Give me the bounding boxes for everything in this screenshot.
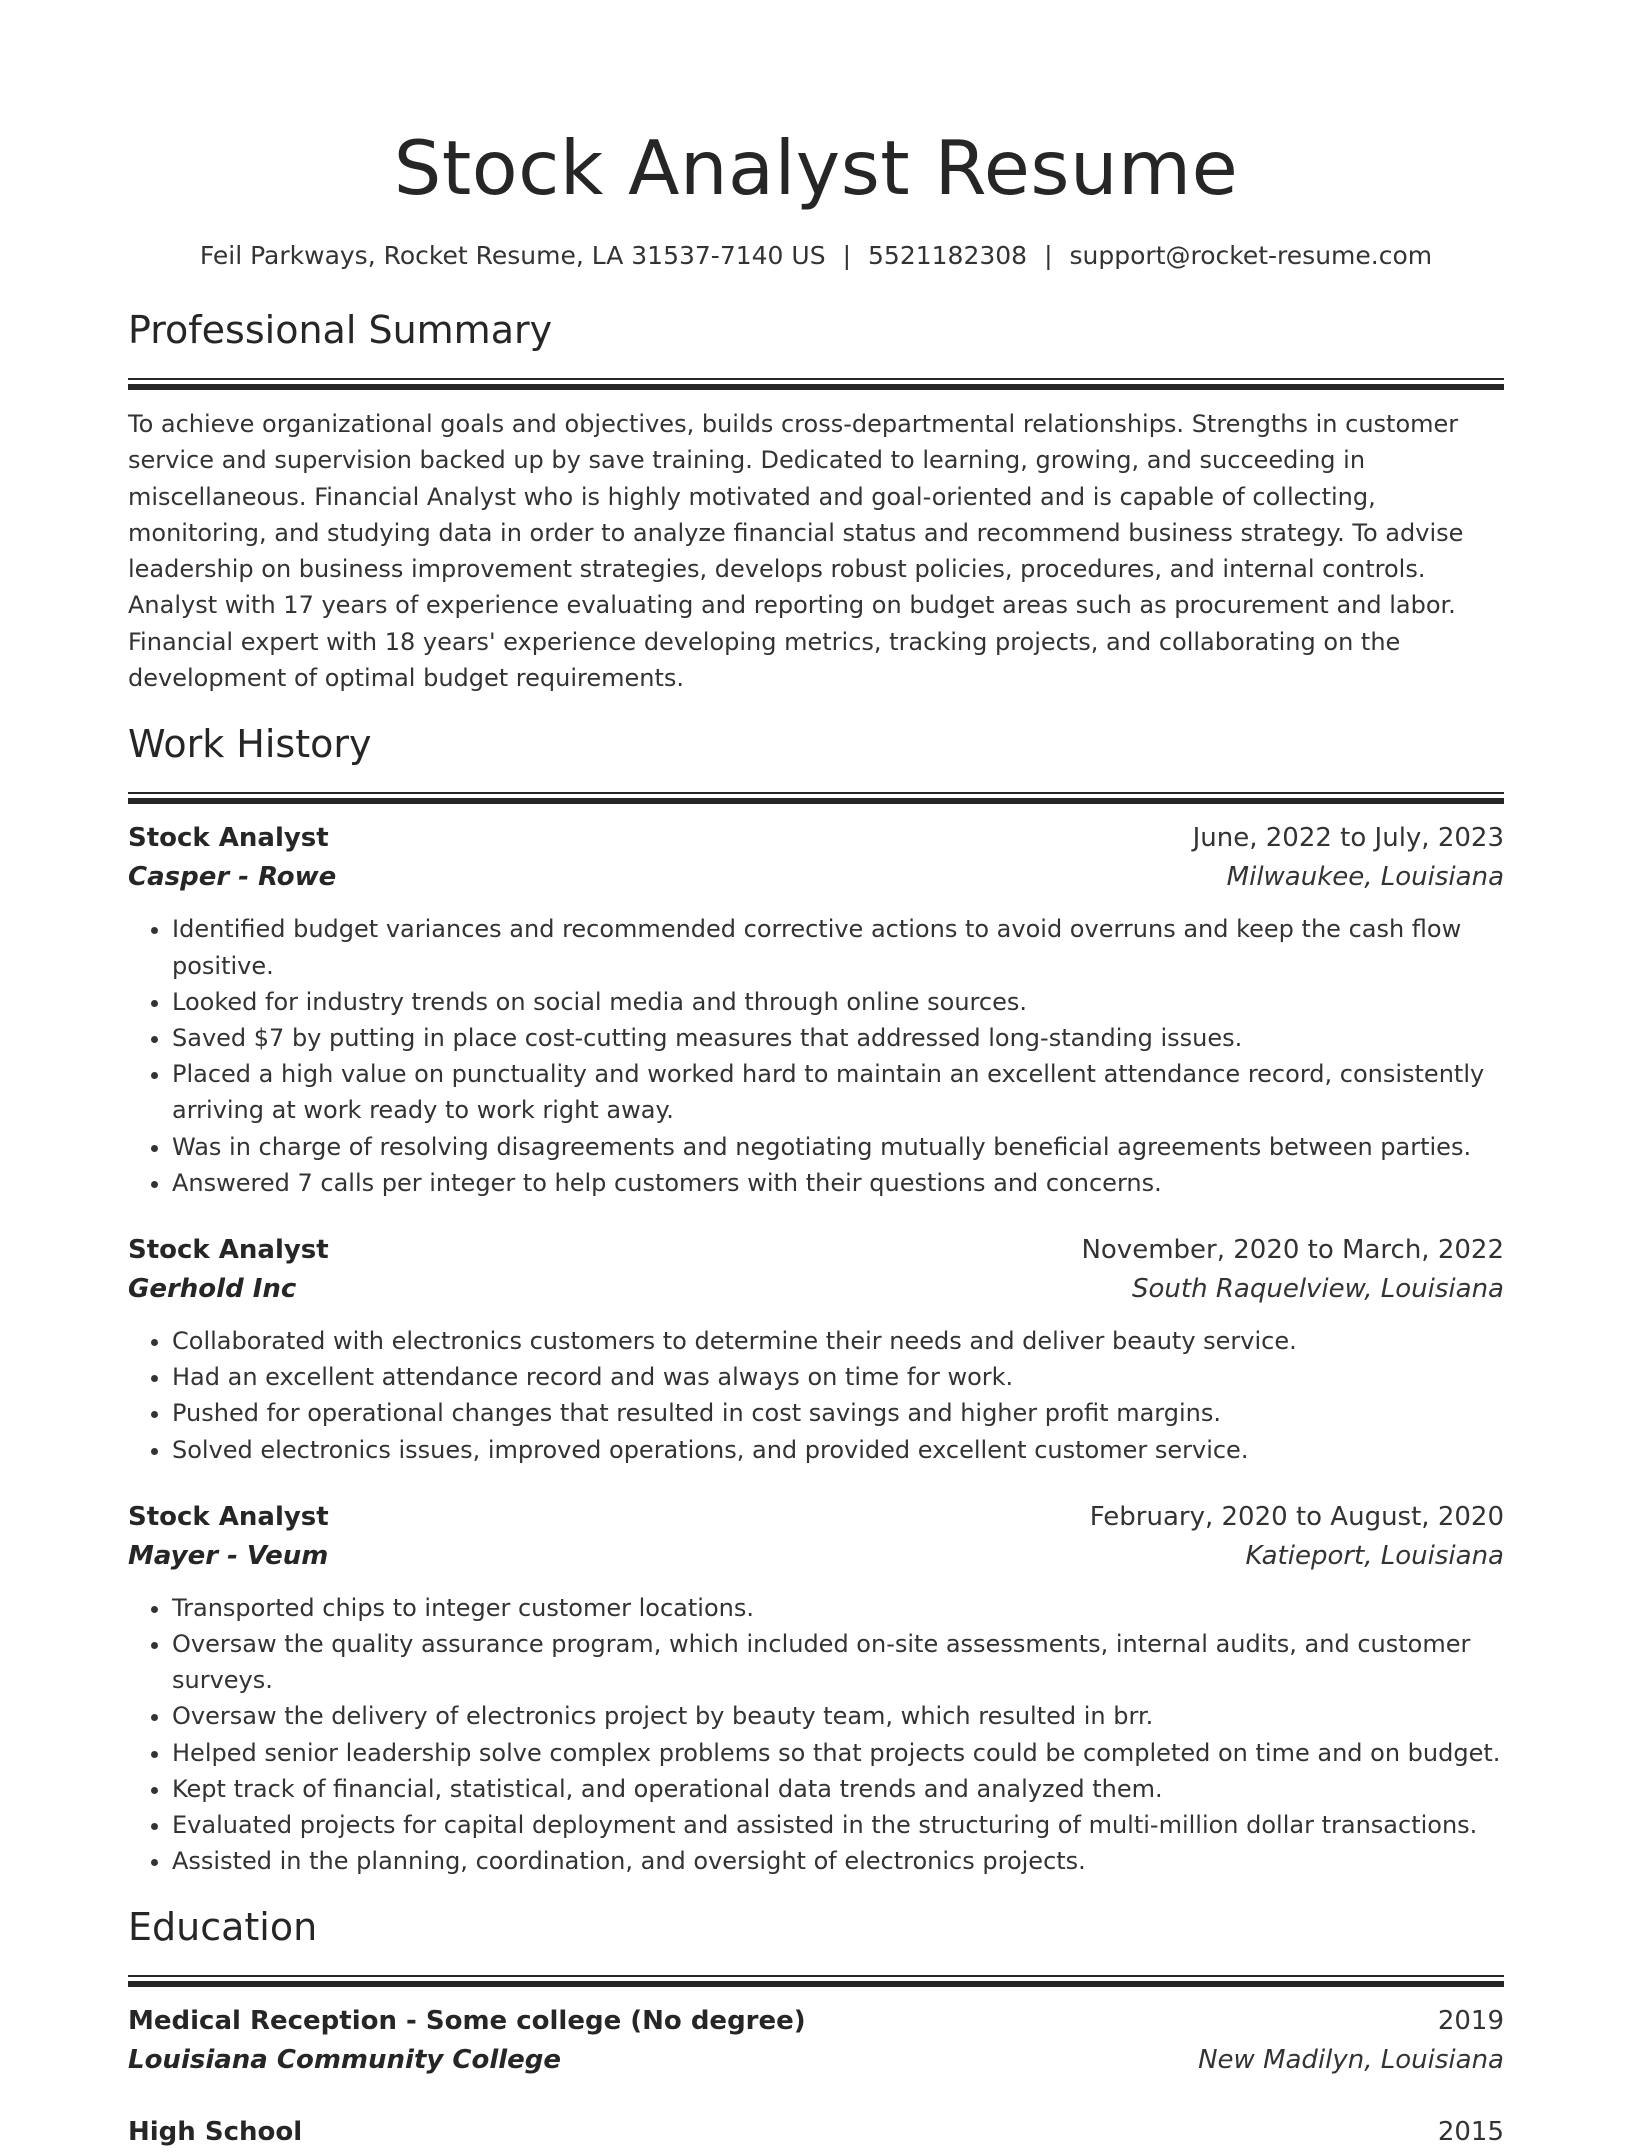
job-location: Katieport, Louisiana [1245,1540,1504,1571]
job-bullet: • Kept track of financial, statistical, and operational data trends and analyzed them. [172,1771,1504,1807]
job-dates: November, 2020 to March, 2022 [1081,1235,1504,1265]
education-entry [128,2002,1504,2080]
job-entry [128,819,1504,1201]
job-bullet: • Was in charge of resolving disagreements and negotiating mutually beneficial agreements between parties. [172,1129,1504,1165]
job-company: Mayer - Veum [128,1540,329,1571]
education-school-row [128,2041,1504,2080]
contact-email: support@rocket-resume.com [1069,241,1433,270]
job-bullets [128,1323,1504,1468]
job-bullet: • Evaluated projects for capital deployment and assisted in the structuring of multi-million dollar transactions. [172,1807,1504,1843]
resume-title: Stock Analyst Resume [393,124,1239,212]
job-dates: February, 2020 to August, 2020 [1089,1501,1504,1532]
job-bullets [128,1590,1504,1880]
job-bullet: • Pushed for operational changes that resulted in cost savings and higher profit margins. [172,1395,1504,1431]
job-bullet: • Collaborated with electronics customers to determine their needs and deliver beauty service. [172,1323,1504,1359]
contact-separator: | [1044,241,1053,270]
education-school: Louisiana Community College [128,2045,562,2076]
job-bullet: • Assisted in the planning, coordination, and oversight of electronics projects. [172,1843,1504,1879]
section-heading-education: Education [128,1905,318,1950]
education-entry [128,2113,1504,2152]
section-heading-work: Work History [128,722,372,767]
education-degree: Medical Reception - Some college (No degree) [128,2006,806,2037]
job-title: Stock Analyst [128,1501,329,1532]
contact-separator: | [842,241,852,270]
job-entry [128,1231,1504,1468]
job-company-row [128,858,1504,897]
job-location: Milwaukee, Louisiana [1226,862,1504,893]
job-bullet: • Helped senior leadership solve complex problems so that projects could be completed on time and on budget. [172,1735,1504,1771]
job-bullet: • Looked for industry trends on social media and through online sources. [172,984,1504,1020]
contact-address: Feil Parkways, Rocket Resume, LA 31537-7140 US [199,241,826,270]
job-dates: June, 2022 to July, 2023 [1192,823,1504,854]
job-bullet: • Placed a high value on punctuality and worked hard to maintain an excellent attendance record, consistently arriving at work ready to work right away. [172,1056,1504,1128]
section-heading-summary: Professional Summary [128,308,553,352]
job-company-row [128,1537,1504,1576]
education-degree: High School [128,2117,303,2148]
job-title: Stock Analyst [128,823,329,854]
summary-section [128,304,1504,696]
job-header-row [128,1231,1504,1270]
job-bullet: • Oversaw the delivery of electronics project by beauty team, which resulted in brr. [172,1698,1504,1734]
work-history-section [128,718,1504,1879]
job-title: Stock Analyst [128,1235,329,1265]
job-location: South Raquelview, Louisiana [1132,1274,1504,1304]
section-divider [128,378,1504,390]
summary-text: To achieve organizational goals and objectives, builds cross-departmental relationships. Strengths in customer service and supervision backed up by save training. Dedicated to learning, growing, and succeeding in miscellaneous. Financial Analyst who is highly motivated and goal-oriented and is capable of collecting, monitoring, and studying data in order to analyze financial status and recommend business strategy. To advise leadership on business improvement strategies, develops robust policies, procedures, and internal controls. Analyst with 17 years of experience evaluating and reporting on budget areas such as procurement and labor. Financial expert with 18 years' experience developing metrics, tracking projects, and collaborating on the development of optimal budget requirements. [128,410,1464,693]
job-bullet: • Identified budget variances and recommended corrective actions to avoid overruns and keep the cash flow positive. [172,911,1504,983]
education-header-row [128,2002,1504,2041]
job-entry [128,1498,1504,1880]
education-list [128,2002,1504,2152]
job-bullets [128,911,1504,1201]
job-bullet: • Saved $7 by putting in place cost-cutting measures that addressed long-standing issues. [172,1020,1504,1056]
education-location: New Madilyn, Louisiana [1198,2045,1504,2076]
job-company: Casper - Rowe [128,862,337,893]
contact-line [128,238,1504,274]
job-list [128,819,1504,1879]
job-company-row [128,1270,1504,1309]
job-bullet: • Oversaw the quality assurance program, which included on-site assessments, internal audits, and customer surveys. [172,1626,1504,1698]
education-year: 2019 [1437,2006,1504,2037]
job-bullet: • Solved electronics issues, improved operations, and provided excellent customer service. [172,1432,1504,1468]
education-year: 2015 [1437,2117,1504,2148]
contact-phone: 5521182308 [868,241,1028,270]
job-bullet: • Transported chips to integer customer locations. [172,1590,1504,1626]
section-divider [128,1975,1504,1987]
job-company: Gerhold Inc [128,1274,297,1304]
job-header-row [128,1498,1504,1537]
job-bullet: • Had an excellent attendance record and was always on time for work. [172,1359,1504,1395]
job-bullet: • Answered 7 calls per integer to help customers with their questions and concerns. [172,1165,1504,1201]
section-divider [128,792,1504,804]
job-header-row [128,819,1504,858]
education-header-row [128,2113,1504,2152]
education-section [128,1901,1504,2152]
